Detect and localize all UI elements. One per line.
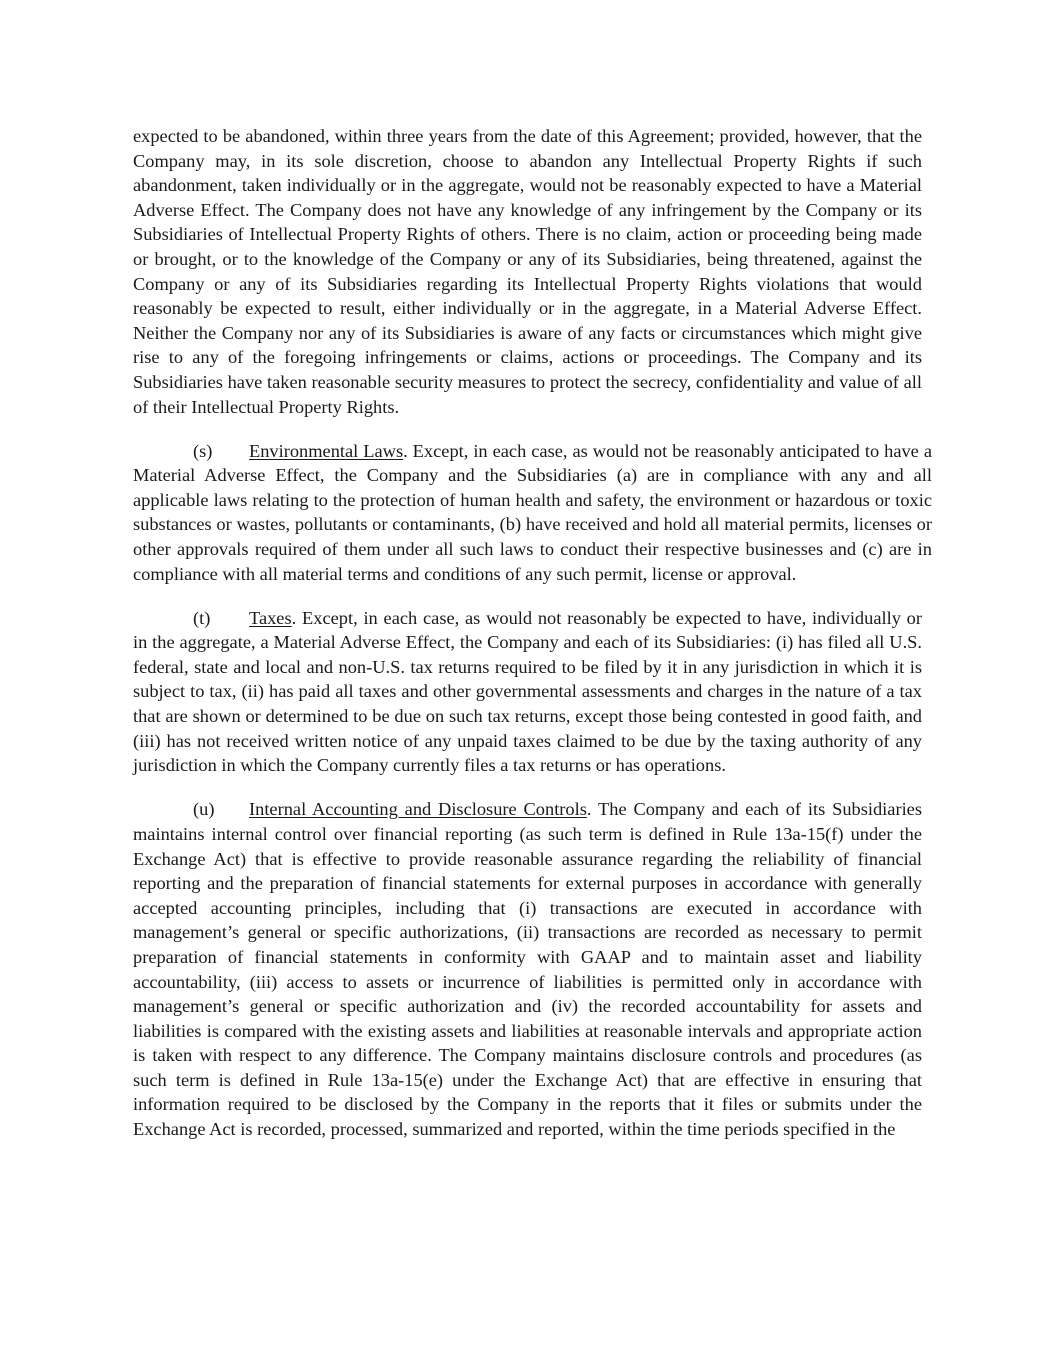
section-t-taxes (133, 606, 922, 778)
section-number: (u) (193, 799, 215, 820)
intellectual-property-continuation-paragraph: expected to be abandoned, within three years from the date of this Agreement; provided, however, that the Company may, in its sole discretion, choose to abandon any Intellectual Property Rights if such abandonment, taken individually or in the aggregate, would not be reasonably expected to have a Material Adverse Effect. The Company does not have any knowledge of any infringement by the Company or its Subsidiaries of Intellectual Property Rights of others. There is no claim, action or proceeding being made or brought, or to the knowledge of the Company or any of its Subsidiaries, being threatened, against the Company or any of its Subsidiaries regarding its Intellectual Property Rights violations that would reasonably be expected to result, either individually or in the aggregate, in a Material Adverse Effect. Neither the Company nor any of its Subsidiaries is aware of any facts or circumstances which might give rise to any of the foregoing infringements or claims, actions or proceedings. The Company and its Subsidiaries have taken reasonable security measures to protect the secrecy, confidentiality and value of all of their Intellectual Property Rights. (133, 126, 922, 417)
section-body: . Except, in each case, as would not be reasonably anticipated to have a Material Adverse Effect, the Company and the Subsidiaries (a) are in compliance with any and all applicable laws relating to the protection of human health and safety, the environment or hazardous or toxic substances or wastes, pollutants or contaminants, (b) have received and hold all material permits, licenses or other approvals required of them under all such laws to conduct their respective businesses and (c) are in compliance with all material terms and conditions of any such permit, license or approval. (133, 440, 932, 584)
section-body: . Except, in each case, as would not reasonably be expected to have, individually or in the aggregate, a Material Adverse Effect, the Company and each of its Subsidiaries: (i) has filed all U.S. federal, state and local and non-U.S. tax returns required to be filed by it in any jurisdiction in which it is subject to tax, (ii) has paid all taxes and other governmental assessments and charges in the nature of a tax that are shown or determined to be due on such tax returns, except those being contested in good faith, and (iii) has not received written notice of any unpaid taxes claimed to be due by the taxing authority of any jurisdiction in which the Company currently files a tax returns or has operations. (133, 607, 922, 776)
section-body: . The Company and each of its Subsidiaries maintains internal control over financial reporting (as such term is defined in Rule 13a-15(f) under the Exchange Act) that is effective to provide reasonable assurance regarding the reliability of financial reporting and the preparation of financial statements for external purposes in accordance with generally accepted accounting principles, including that (i) transactions are executed in accordance with management’s general or specific authorizations, (ii) transactions are recorded as necessary to permit preparation of financial statements in conformity with GAAP and to maintain asset and liability accountability, (iii) access to assets or incurrence of liabilities is permitted only in accordance with management’s general or specific authorization and (iv) the recorded accountability for assets and liabilities is compared with the existing assets and liabilities at reasonable intervals and appropriate action is taken with respect to any difference. The Company maintains disclosure controls and procedures (as such term is defined in Rule 13a-15(e) under the Exchange Act) that are effective in ensuring that information required to be disclosed by the Company in the reports that it files or submits under the Exchange Act is recorded, processed, summarized and reported, within the time periods specified in the (133, 799, 922, 1140)
section-number: (t) (193, 607, 211, 628)
section-title: Taxes (249, 607, 292, 628)
document-body (133, 124, 932, 1142)
section-s-environmental-laws (133, 439, 932, 587)
section-title: Internal Accounting and Disclosure Controls (249, 799, 587, 820)
section-title: Environmental Laws (249, 440, 404, 461)
section-u-internal-accounting-controls (133, 797, 922, 1141)
section-number: (s) (193, 440, 213, 461)
